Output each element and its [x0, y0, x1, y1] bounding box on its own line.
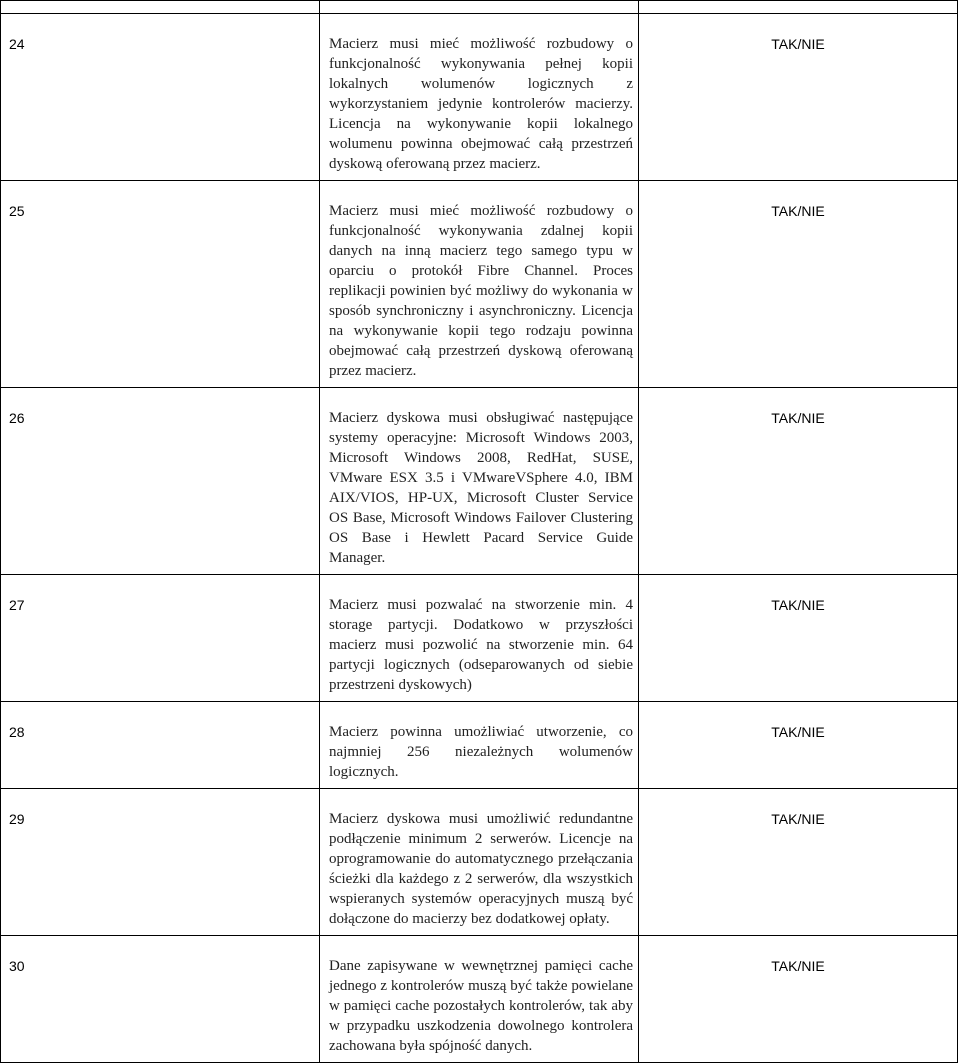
- row-number: 25: [1, 181, 320, 388]
- answer-cell: TAK/NIE: [639, 181, 958, 388]
- row-number: 24: [1, 14, 320, 181]
- table-row: [1, 575, 958, 702]
- answer-cell: TAK/NIE: [639, 936, 958, 1063]
- answer-cell: TAK/NIE: [639, 575, 958, 702]
- row-number: 27: [1, 575, 320, 702]
- table-row: [1, 702, 958, 789]
- answer-cell: TAK/NIE: [639, 789, 958, 936]
- requirement-text: Macierz powinna umożliwiać utworzenie, co najmniej 256 niezależnych wolumenów logicznych.: [320, 702, 639, 789]
- table-row: [1, 789, 958, 936]
- answer-cell: TAK/NIE: [639, 702, 958, 789]
- requirement-text: Dane zapisywane w wewnętrznej pamięci cache jednego z kontrolerów muszą być także powielane w pamięci cache pozostałych kontrolerów, tak aby w przypadku uszkodzenia dowolnego kontrolera zachowana była spójność danych.: [320, 936, 639, 1063]
- requirement-text: Macierz dyskowa musi obsługiwać następujące systemy operacyjne: Microsoft Windows 2003, Microsoft Windows 2008, RedHat, SUSE, VMware ESX 3.5 i VMwareVSphere 4.0, IBM AIX/VIOS, HP-UX, Microsoft Cluster Service OS Base, Microsoft Windows Failover Clustering OS Base i Hewlett Pacard Service Guide Manager.: [320, 388, 639, 575]
- answer-cell: TAK/NIE: [639, 14, 958, 181]
- table-row: [1, 14, 958, 181]
- answer-cell: TAK/NIE: [639, 388, 958, 575]
- top-cell: [1, 1, 320, 14]
- row-number: 28: [1, 702, 320, 789]
- requirement-text: Macierz musi pozwalać na stworzenie min. 4 storage partycji. Dodatkowo w przyszłości macierz musi pozwolić na stworzenie min. 64 partycji logicznych (odseparowanych od siebie przestrzeni dyskowych): [320, 575, 639, 702]
- requirement-text: Macierz dyskowa musi umożliwić redundantne podłączenie minimum 2 serwerów. Licencje na oprogramowanie do automatycznego przełączania ścieżki dla każdego z 2 serwerów, dla wszystkich wspieranych systemów operacyjnych muszą być dołączone do macierzy bez dodatkowej opłaty.: [320, 789, 639, 936]
- table-row: [1, 388, 958, 575]
- row-number: 26: [1, 388, 320, 575]
- top-cell: [639, 1, 958, 14]
- top-cell: [320, 1, 639, 14]
- table-row: [1, 181, 958, 388]
- table-row: [1, 936, 958, 1063]
- requirement-text: Macierz musi mieć możliwość rozbudowy o funkcjonalność wykonywania zdalnej kopii danych na inną macierz tego samego typu w oparciu o protokół Fibre Channel. Proces replikacji powinien być możliwy do wykonania w sposób synchroniczny i asynchroniczny. Licencja na wykonywanie kopii tego rodzaju powinna obejmować całą przestrzeń dyskową oferowaną przez macierz.: [320, 181, 639, 388]
- row-number: 29: [1, 789, 320, 936]
- table-top-row: [1, 1, 958, 14]
- row-number: 30: [1, 936, 320, 1063]
- requirement-text: Macierz musi mieć możliwość rozbudowy o funkcjonalność wykonywania pełnej kopii lokalnych wolumenów logicznych z wykorzystaniem jedynie kontrolerów macierzy. Licencja na wykonywanie kopii lokalnego wolumenu powinna obejmować całą przestrzeń dyskową oferowaną przez macierz.: [320, 14, 639, 181]
